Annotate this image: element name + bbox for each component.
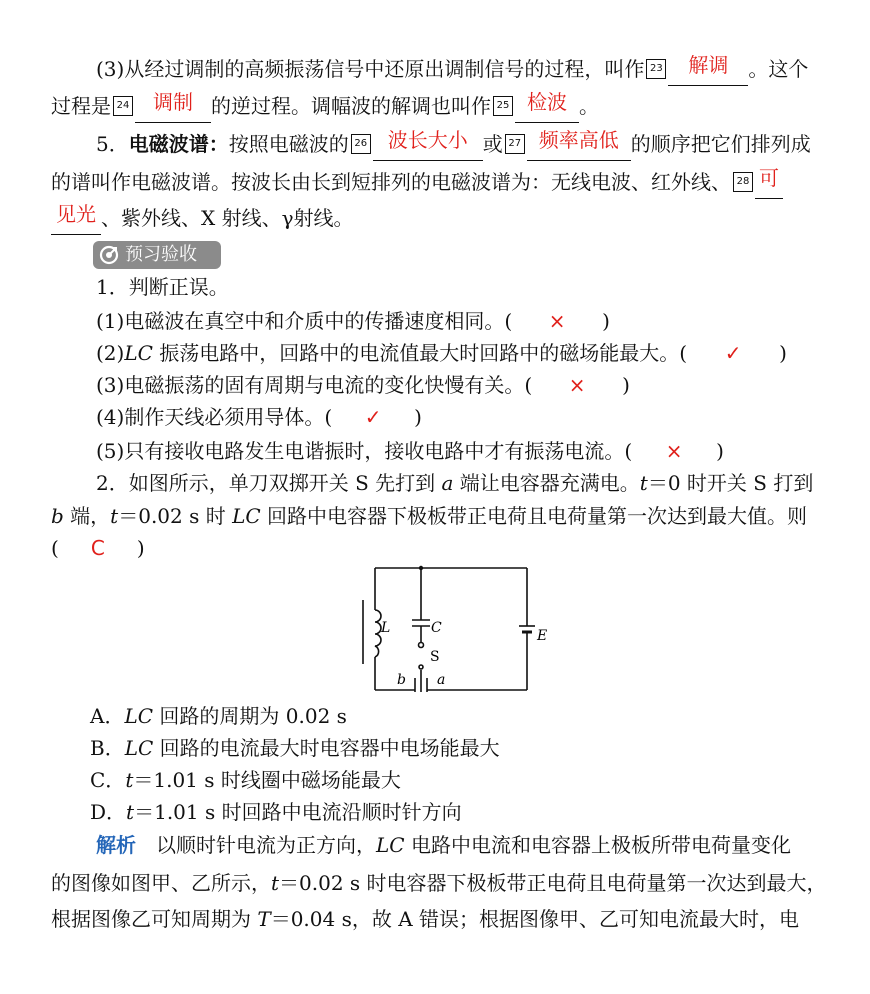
analysis-italic: LC <box>376 833 405 857</box>
q2-line-2 <box>51 499 870 533</box>
item-text: (1)电磁波在真空中和介质中的传播速度相同。( <box>96 309 513 333</box>
q2-answer: C <box>90 536 105 560</box>
q1-item-5 <box>96 434 870 468</box>
text-line-3-2 <box>51 89 870 123</box>
answer-blank-28-cont <box>51 202 101 235</box>
blank-number-27: 27 <box>505 134 525 154</box>
close-paren: ) <box>716 439 724 463</box>
text-line-5-2 <box>51 165 870 199</box>
question-title: 1．判断正误。 <box>96 275 229 299</box>
answer-blank-27 <box>527 128 631 161</box>
label-E: E <box>537 628 548 644</box>
answer-mark: × <box>665 439 683 463</box>
close-paren: ) <box>779 341 787 365</box>
blank-number-26: 26 <box>351 134 371 154</box>
option-text: 回路的电流最大时电容器中电场能最大 <box>153 736 500 760</box>
line-text: 的逆过程。调幅波的解调也叫作 <box>211 94 491 118</box>
analysis-line-3 <box>51 902 870 936</box>
q1-item-2 <box>96 336 870 370</box>
q2-italic: a <box>441 471 454 495</box>
analysis-text: 根据图像乙可知周期为 <box>51 907 258 931</box>
answer-text: 波长大小 <box>387 128 468 152</box>
item-text: 振荡电路中，回路中的电流值最大时回路中的磁场能最大。( <box>152 341 688 365</box>
line-text: 的顺序把它们排列成 <box>630 132 811 156</box>
q2-italic: t <box>639 471 648 495</box>
text-line-5-1 <box>96 127 870 161</box>
blank-number-25: 25 <box>493 96 513 116</box>
q2-line-1 <box>96 466 870 500</box>
text-line-5-3 <box>51 201 870 235</box>
analysis-text: ＝0.04 s，故 A 错误；根据图像甲、乙可知电流最大时，电 <box>270 907 800 931</box>
analysis-text: 的图像如图甲、乙所示， <box>51 871 271 895</box>
answer-blank-24 <box>135 90 211 123</box>
line-text: 、紫外线、X 射线、γ射线。 <box>101 206 354 230</box>
close-paren: ) <box>602 309 610 333</box>
q2-italic: LC <box>232 504 261 528</box>
q1-item-4 <box>96 400 870 434</box>
option-italic: t <box>126 800 135 824</box>
q1-title <box>96 270 870 304</box>
line-text: 或 <box>482 132 503 156</box>
answer-text: 见光 <box>56 202 96 226</box>
answer-blank-26 <box>373 128 483 161</box>
badge-label: 预习验收 <box>125 244 197 265</box>
q2-text: 2．如图所示，单刀双掷开关 S 先打到 <box>96 471 442 495</box>
item-text: (5)只有接收电路发生电谐振时，接收电路中才有振荡电流。( <box>96 439 633 463</box>
blank-number-23: 23 <box>646 59 666 79</box>
section-badge <box>93 241 221 269</box>
q2-text: 端让电容器充满电。 <box>453 471 640 495</box>
check-target-icon <box>99 245 119 265</box>
answer-text: 可 <box>759 166 779 190</box>
option-c[interactable] <box>90 763 870 797</box>
option-label: D． <box>90 800 127 824</box>
option-italic: LC <box>124 704 154 728</box>
line-text: 。这个 <box>748 57 809 81</box>
option-text: ＝1.01 s 时回路中电流沿顺时针方向 <box>134 800 462 824</box>
q2-text: 端， <box>63 504 111 528</box>
analysis-italic: t <box>271 871 280 895</box>
q2-text: ＝0.02 s 时 <box>118 504 233 528</box>
answer-text: 检波 <box>527 90 567 114</box>
item-text-italic: LC <box>124 341 153 365</box>
answer-text: 频率高低 <box>538 128 619 152</box>
label-L: L <box>381 620 391 636</box>
line-text: 的谱叫作电磁波谱。按波长由长到短排列的电磁波谱为：无线电波、红外线、 <box>51 170 731 194</box>
answer-blank-25 <box>515 90 579 123</box>
label-S: S <box>430 649 440 665</box>
answer-blank-23 <box>668 53 748 86</box>
option-label: A． <box>90 704 125 728</box>
line-text: (3)从经过调制的高频振荡信号中还原出调制信号的过程，叫作 <box>96 57 645 81</box>
item-text: (4)制作天线必须用导体。( <box>96 405 333 429</box>
analysis-text: 以顺时针电流为正方向， <box>156 833 376 857</box>
answer-mark: × <box>568 373 586 397</box>
answer-blank-28 <box>755 166 783 199</box>
analysis-text: 电路中电流和电容器上极板所带电荷量变化 <box>404 833 791 857</box>
option-label: B． <box>90 736 125 760</box>
option-b[interactable] <box>90 731 870 765</box>
q2-text: 回路中电容器下极板带正电荷且电荷量第一次达到最大值。则 <box>260 504 808 528</box>
item-number: 5． <box>96 132 129 156</box>
close-paren: ) <box>622 373 630 397</box>
analysis-italic: T <box>257 907 271 931</box>
answer-mark: ✓ <box>724 341 742 365</box>
label-C: C <box>431 620 442 636</box>
q2-text: ＝0 时开关 S 打到 <box>647 471 814 495</box>
q2-italic: t <box>110 504 119 528</box>
item-text: (3)电磁振荡的固有周期与电流的变化快慢有关。( <box>96 373 533 397</box>
option-italic: t <box>125 768 134 792</box>
item-text: (2) <box>96 341 125 365</box>
q2-italic: b <box>51 504 64 528</box>
open-paren: ( <box>51 536 59 560</box>
close-paren: ) <box>136 536 145 560</box>
circuit-diagram <box>355 560 555 700</box>
answer-text: 调制 <box>153 90 193 114</box>
label-b: b <box>397 672 406 688</box>
q1-item-1 <box>96 304 870 338</box>
blank-number-24: 24 <box>113 96 133 116</box>
option-d[interactable] <box>90 795 870 829</box>
answer-mark: ✓ <box>364 405 382 429</box>
answer-mark: × <box>548 309 566 333</box>
line-text: 按照电磁波的 <box>228 132 349 156</box>
switch-pivot-2 <box>419 665 423 669</box>
line-text: 。 <box>579 94 599 118</box>
option-label: C． <box>90 768 126 792</box>
bold-heading: 电磁波谱： <box>128 132 229 156</box>
blank-number-28: 28 <box>733 172 753 192</box>
analysis-text: ＝0.02 s 时电容器下极板带正电荷且电荷量第一次达到最大， <box>279 871 827 895</box>
close-paren: ) <box>414 405 422 429</box>
q1-item-3 <box>96 368 870 402</box>
line-text: 过程是 <box>51 94 111 118</box>
analysis-line-2 <box>51 866 870 900</box>
switch-pivot <box>419 643 424 648</box>
analysis-tag: 解析 <box>96 833 136 857</box>
option-italic: LC <box>124 736 154 760</box>
text-line-3-1 <box>96 52 870 86</box>
answer-text: 解调 <box>688 53 729 77</box>
option-a[interactable] <box>90 699 870 733</box>
option-text: 回路的周期为 0.02 s <box>153 704 347 728</box>
label-a: a <box>437 672 446 688</box>
option-text: ＝1.01 s 时线圈中磁场能最大 <box>133 768 401 792</box>
analysis-line-1 <box>96 828 870 862</box>
